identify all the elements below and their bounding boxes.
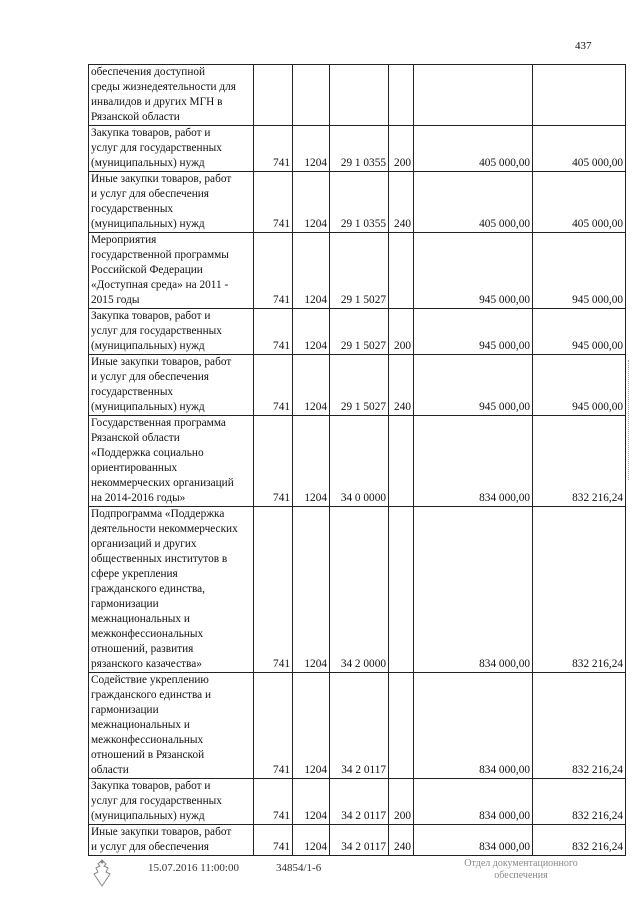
row-name-line: Закупка товаров, работ и [91,310,211,322]
row-name [89,779,254,825]
row-name [89,673,254,779]
table-row [89,825,626,856]
row-name-line: и услуг для обеспечения [91,188,209,200]
row-name-line: услуг для государственных [91,795,222,807]
stamp-line-2: обеспечения [494,870,548,881]
row-section: 1204 [293,416,330,507]
budget-table-container [88,64,626,856]
row-name-line: некоммерческих организаций [91,477,234,489]
row-name [89,65,254,126]
table-row [89,507,626,673]
coat-of-arms-icon [88,858,116,888]
row-code: 741 [254,172,293,233]
row-name-line: Иные закупки товаров, работ [91,356,232,368]
row-name-line: Содействие укреплению [91,674,209,686]
stamp-line-1: Отдел документационного [464,858,578,869]
row-target-item: 29 1 0355 [330,126,389,172]
row-code: 741 [254,126,293,172]
row-amount-planned: 834 000,00 [414,779,533,825]
row-name [89,416,254,507]
row-name-line: области [91,764,129,776]
row-name-line: Иные закупки товаров, работ [91,826,232,838]
budget-table-body [89,65,626,856]
row-name-line: и услуг для обеспечения [91,841,209,853]
row-name-line: государственных [91,203,174,215]
row-code [254,65,293,126]
row-expense-type [389,673,414,779]
row-amount-planned [414,65,533,126]
row-target-item: 34 2 0117 [330,673,389,779]
row-name-line: гармонизации [91,704,159,716]
row-amount-planned: 405 000,00 [414,126,533,172]
row-name [89,233,254,309]
row-name-line: общественных институтов в [91,553,228,565]
row-name [89,172,254,233]
table-row [89,673,626,779]
row-section: 1204 [293,673,330,779]
row-name-line: услуг для государственных [91,142,222,154]
row-name [89,355,254,416]
row-expense-type [389,507,414,673]
row-name-line: (муниципальных) нужд [91,401,205,413]
row-target-item: 29 1 5027 [330,309,389,355]
row-amount-executed: 945 000,00 [533,233,626,309]
footer-date: 15.07.2016 11:00:00 [148,862,239,874]
table-row [89,126,626,172]
row-name-line: 2015 годы [91,294,140,306]
row-amount-planned: 834 000,00 [414,673,533,779]
row-name [89,309,254,355]
row-expense-type: 240 [389,825,414,856]
row-expense-type: 200 [389,779,414,825]
row-code: 741 [254,507,293,673]
row-section: 1204 [293,126,330,172]
row-name-line: гражданского единства, [91,583,205,595]
row-name-line: среды жизнедеятельности для [91,81,236,93]
row-amount-executed: 832 216,24 [533,779,626,825]
page-edge-mark [628,360,630,480]
table-row [89,309,626,355]
row-amount-executed: 945 000,00 [533,355,626,416]
row-amount-planned: 834 000,00 [414,416,533,507]
row-name-line: услуг для государственных [91,325,222,337]
row-target-item: 34 2 0117 [330,825,389,856]
row-name-line: межконфессиональных [91,628,204,640]
row-name [89,507,254,673]
row-name-line: Подпрограмма «Поддержка [91,508,225,520]
row-name-line: Закупка товаров, работ и [91,127,211,139]
row-code: 741 [254,233,293,309]
row-section: 1204 [293,309,330,355]
row-section: 1204 [293,825,330,856]
row-name-line: ориентированных [91,462,178,474]
row-amount-executed: 945 000,00 [533,309,626,355]
row-section: 1204 [293,233,330,309]
row-name-line: гармонизации [91,598,159,610]
row-amount-executed: 832 216,24 [533,825,626,856]
row-name-line: на 2014-2016 годы» [91,492,186,504]
row-section [293,65,330,126]
row-target-item: 34 2 0000 [330,507,389,673]
row-name-line: государственной программы [91,249,229,261]
row-expense-type: 200 [389,309,414,355]
row-section: 1204 [293,779,330,825]
row-name-line: деятельности некоммерческих [91,523,238,535]
row-amount-planned: 945 000,00 [414,233,533,309]
row-target-item: 34 0 0000 [330,416,389,507]
row-target-item: 29 1 5027 [330,233,389,309]
row-amount-planned: 945 000,00 [414,355,533,416]
row-amount-executed: 832 216,24 [533,507,626,673]
budget-table [88,64,626,856]
row-name-line: отношений, развития [91,643,194,655]
row-name-line: Российской Федерации [91,264,203,276]
row-expense-type [389,233,414,309]
row-section: 1204 [293,507,330,673]
row-code: 741 [254,825,293,856]
row-name-line: «Поддержка социально [91,447,204,459]
row-name [89,825,254,856]
row-amount-executed: 832 216,24 [533,673,626,779]
row-name-line: «Доступная среда» на 2011 - [91,279,229,291]
row-name-line: организаций и других [91,538,197,550]
table-row [89,779,626,825]
row-name-line: Государственная программа [91,417,226,429]
row-expense-type [389,416,414,507]
row-code: 741 [254,673,293,779]
page-footer [0,858,640,898]
table-row [89,355,626,416]
table-row [89,172,626,233]
row-name-line: гражданского единства и [91,689,212,701]
row-name-line: Иные закупки товаров, работ [91,173,232,185]
table-row [89,233,626,309]
row-name-line: сфере укрепления [91,568,178,580]
department-stamp [446,858,596,882]
row-name-line: (муниципальных) нужд [91,218,205,230]
row-amount-executed: 405 000,00 [533,126,626,172]
row-amount-executed [533,65,626,126]
row-name-line: отношений в Рязанской [91,749,205,761]
row-name-line: инвалидов и других МГН в [91,96,223,108]
row-code: 741 [254,355,293,416]
row-name-line: межнациональных и [91,719,190,731]
table-row [89,65,626,126]
row-name-line: Мероприятия [91,234,157,246]
row-expense-type: 240 [389,172,414,233]
row-name-line: Рязанской области [91,111,180,123]
row-amount-executed: 832 216,24 [533,416,626,507]
row-target-item: 29 1 5027 [330,355,389,416]
row-amount-planned: 405 000,00 [414,172,533,233]
row-target-item: 29 1 0355 [330,172,389,233]
row-name-line: (муниципальных) нужд [91,157,205,169]
row-name-line: и услуг для обеспечения [91,371,209,383]
row-amount-executed: 405 000,00 [533,172,626,233]
row-name-line: обеспечения доступной [91,66,206,78]
row-name-line: межконфессиональных [91,734,204,746]
row-name-line: Рязанской области [91,432,180,444]
row-section: 1204 [293,355,330,416]
row-code: 741 [254,779,293,825]
row-expense-type [389,65,414,126]
row-expense-type: 240 [389,355,414,416]
row-name-line: Закупка товаров, работ и [91,780,211,792]
row-name-line: (муниципальных) нужд [91,340,205,352]
footer-doc-number: 34854/1-6 [276,862,322,874]
row-target-item: 34 2 0117 [330,779,389,825]
row-target-item [330,65,389,126]
row-code: 741 [254,416,293,507]
row-name-line: государственных [91,386,174,398]
row-name-line: рязанского казачества» [91,658,202,670]
row-code: 741 [254,309,293,355]
page-number: 437 [575,40,592,52]
row-amount-planned: 945 000,00 [414,309,533,355]
row-amount-planned: 834 000,00 [414,825,533,856]
row-amount-planned: 834 000,00 [414,507,533,673]
row-name [89,126,254,172]
table-row [89,416,626,507]
row-name-line: межнациональных и [91,613,190,625]
row-section: 1204 [293,172,330,233]
row-name-line: (муниципальных) нужд [91,810,205,822]
row-expense-type: 200 [389,126,414,172]
